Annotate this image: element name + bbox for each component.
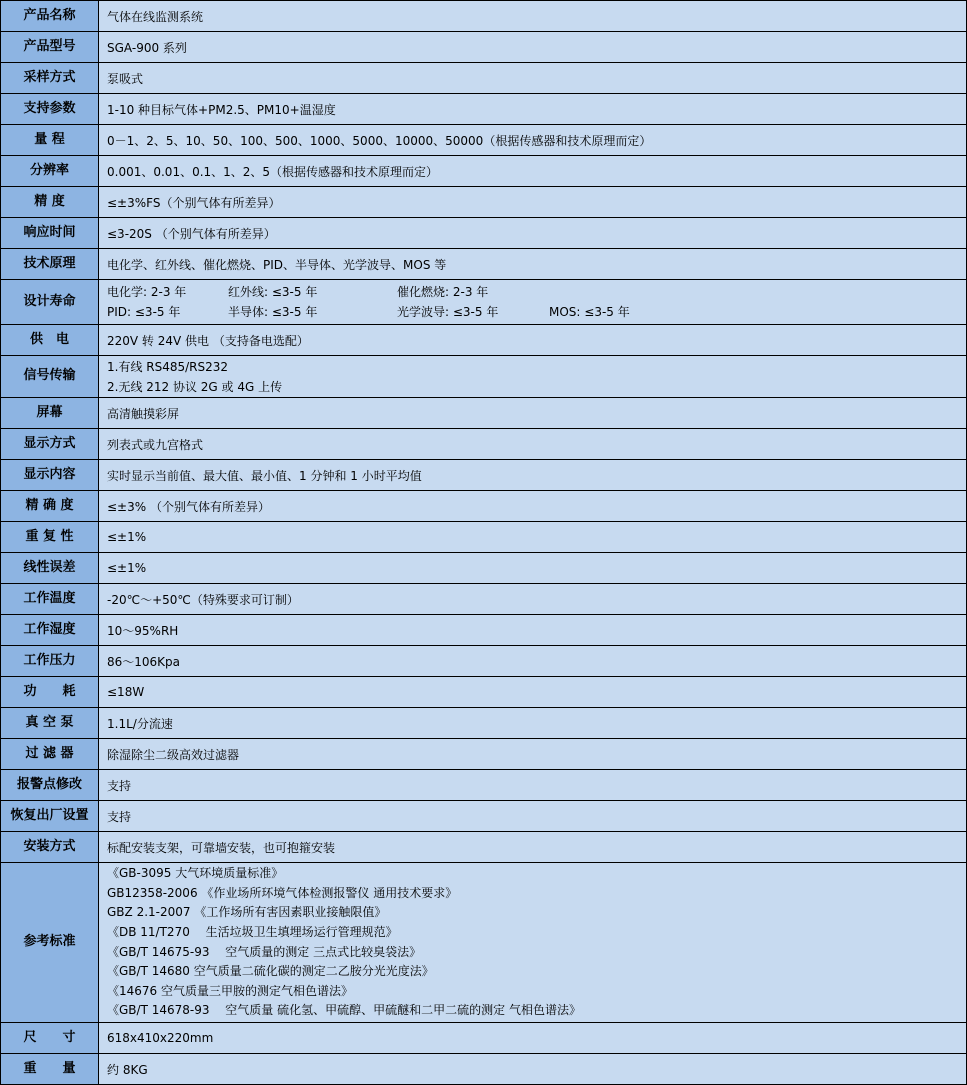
spec-value: ≤±3% （个别气体有所差异）: [99, 491, 966, 521]
spec-row-design-lifespan: [1, 280, 966, 325]
spec-value: ≤3-20S （个别气体有所差异）: [99, 218, 966, 248]
spec-row-weight: [1, 1054, 966, 1085]
spec-value: 86～106Kpa: [99, 646, 966, 676]
spec-row-dimensions: [1, 1023, 966, 1054]
spec-label: 供 电: [1, 325, 99, 355]
spec-value: 电化学、红外线、催化燃烧、PID、半导体、光学波导、MOS 等: [99, 249, 966, 279]
signal-line-2: 2.无线 212 协议 2G 或 4G 上传: [107, 379, 283, 394]
spec-label: 信号传输: [1, 356, 99, 397]
lifespan-item: 电化学: 2-3 年: [107, 285, 187, 299]
spec-label: 分辨率: [1, 156, 99, 186]
standard-line: 《14676 空气质量三甲胺的测定气相色谱法》: [107, 983, 353, 998]
spec-row-operating-humidity: [1, 615, 966, 646]
spec-row-screen: [1, 398, 966, 429]
spec-value: 列表式或九宫格式: [99, 429, 966, 459]
spec-value: 标配安装支架，可靠墙安装，也可抱箍安装: [99, 832, 966, 862]
spec-row-operating-pressure: [1, 646, 966, 677]
spec-row-power-consumption: [1, 677, 966, 708]
standard-line: 《GB/T 14675-93 空气质量的测定 三点式比较臭袋法》: [107, 944, 422, 959]
spec-value: SGA-900 系列: [99, 32, 966, 62]
spec-row-operating-temperature: [1, 584, 966, 615]
spec-value: 10～95%RH: [99, 615, 966, 645]
spec-row-alarm-point-modification: [1, 770, 966, 801]
spec-label: 功 耗: [1, 677, 99, 707]
spec-label: 显示方式: [1, 429, 99, 459]
spec-value: [99, 280, 966, 324]
spec-value: 实时显示当前值、最大值、最小值、1 分钟和 1 小时平均值: [99, 460, 966, 490]
spec-row-product-name: [1, 1, 966, 32]
spec-label: 参考标准: [1, 863, 99, 1022]
spec-value: 1-10 种目标气体+PM2.5、PM10+温湿度: [99, 94, 966, 124]
spec-row-filter: [1, 739, 966, 770]
spec-row-technology-principle: [1, 249, 966, 280]
spec-value: 支持: [99, 770, 966, 800]
lifespan-item: PID: ≤3-5 年: [107, 305, 181, 319]
lifespan-item: MOS: ≤3-5 年: [549, 305, 630, 319]
spec-row-installation-method: [1, 832, 966, 863]
spec-label: 工作湿度: [1, 615, 99, 645]
standard-line: GB12358-2006 《作业场所环境气体检测报警仪 通用技术要求》: [107, 885, 458, 900]
spec-value: 除湿除尘二级高效过滤器: [99, 739, 966, 769]
spec-value: 高清触摸彩屏: [99, 398, 966, 428]
spec-row-reference-standards: [1, 863, 966, 1023]
standard-line: 《GB-3095 大气环境质量标准》: [107, 866, 284, 881]
spec-row-display-mode: [1, 429, 966, 460]
lifespan-item: 半导体: ≤3-5 年: [228, 305, 318, 319]
lifespan-line-2: [107, 302, 966, 322]
spec-value: 约 8KG: [99, 1054, 966, 1084]
spec-row-sampling-method: [1, 63, 966, 94]
spec-label: 重 量: [1, 1054, 99, 1084]
spec-value: 1.1L/分流速: [99, 708, 966, 738]
spec-label: 工作温度: [1, 584, 99, 614]
spec-label: 精 度: [1, 187, 99, 217]
standard-line: 《GB/T 14680 空气质量二硫化碳的测定二乙胺分光光度法》: [107, 964, 434, 979]
spec-label: 采样方式: [1, 63, 99, 93]
spec-row-precision: [1, 187, 966, 218]
spec-row-factory-reset: [1, 801, 966, 832]
spec-label: 精 确 度: [1, 491, 99, 521]
spec-label: 产品名称: [1, 1, 99, 31]
spec-row-power-supply: [1, 325, 966, 356]
spec-value: ≤±1%: [99, 522, 966, 552]
spec-label: 过 滤 器: [1, 739, 99, 769]
lifespan-item: 光学波导: ≤3-5 年: [397, 305, 499, 319]
spec-value: 泵吸式: [99, 63, 966, 93]
spec-label: 产品型号: [1, 32, 99, 62]
spec-row-accuracy: [1, 491, 966, 522]
spec-label: 安装方式: [1, 832, 99, 862]
spec-value: ≤±1%: [99, 553, 966, 583]
spec-value: ≤18W: [99, 677, 966, 707]
spec-label: 重 复 性: [1, 522, 99, 552]
spec-row-resolution: [1, 156, 966, 187]
spec-label: 设计寿命: [1, 280, 99, 324]
spec-row-range: [1, 125, 966, 156]
spec-value: ≤±3%FS（个别气体有所差异）: [99, 187, 966, 217]
spec-value: 0－1、2、5、10、50、100、500、1000、5000、10000、50000（根据传感器和技术原理而定）: [99, 125, 966, 155]
spec-row-display-content: [1, 460, 966, 491]
lifespan-line-1: [107, 282, 966, 302]
spec-label: 量 程: [1, 125, 99, 155]
signal-line-1: 1.有线 RS485/RS232: [107, 359, 229, 374]
spec-value: 气体在线监测系统: [99, 1, 966, 31]
spec-label: 真 空 泵: [1, 708, 99, 738]
spec-label: 显示内容: [1, 460, 99, 490]
standard-line: 《DB 11/T270 生活垃圾卫生填埋场运行管理规范》: [107, 924, 398, 939]
spec-label: 尺 寸: [1, 1023, 99, 1053]
spec-value: 220V 转 24V 供电 （支持备电选配）: [99, 325, 966, 355]
spec-label: 响应时间: [1, 218, 99, 248]
spec-row-supported-parameters: [1, 94, 966, 125]
spec-label: 屏幕: [1, 398, 99, 428]
spec-value: 618x410x220mm: [99, 1023, 966, 1053]
spec-label: 报警点修改: [1, 770, 99, 800]
spec-label: 支持参数: [1, 94, 99, 124]
spec-label: 技术原理: [1, 249, 99, 279]
spec-row-model: [1, 32, 966, 63]
spec-value: [99, 863, 966, 1022]
spec-row-linearity-error: [1, 553, 966, 584]
spec-label: 线性误差: [1, 553, 99, 583]
spec-row-response-time: [1, 218, 966, 249]
standard-line: 《GB/T 14678-93 空气质量 硫化氢、甲硫醇、甲硫醚和二甲二硫的测定 气相色谱法》: [107, 1003, 581, 1018]
spec-label: 恢复出厂设置: [1, 801, 99, 831]
spec-label: 工作压力: [1, 646, 99, 676]
spec-row-vacuum-pump: [1, 708, 966, 739]
standard-line: GBZ 2.1-2007 《工作场所有害因素职业接触限值》: [107, 905, 387, 920]
lifespan-item: 催化燃烧: 2-3 年: [397, 285, 489, 299]
spec-row-signal-transmission: [1, 356, 966, 398]
spec-value: [99, 356, 966, 397]
lifespan-item: 红外线: ≤3-5 年: [228, 285, 318, 299]
spec-value: -20℃～+50℃（特殊要求可订制）: [99, 584, 966, 614]
spec-value: 支持: [99, 801, 966, 831]
spec-value: 0.001、0.01、0.1、1、2、5（根据传感器和技术原理而定）: [99, 156, 966, 186]
spec-row-repeatability: [1, 522, 966, 553]
